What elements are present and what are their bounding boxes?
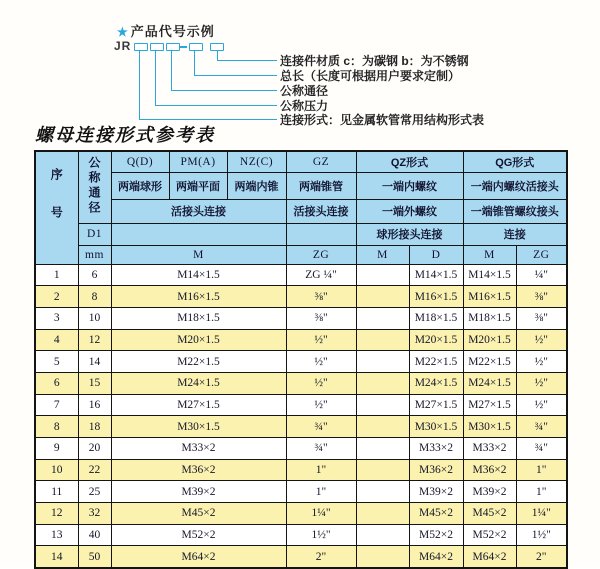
cell-zg: ¾"	[286, 438, 356, 460]
cell-qz-d: M52×2	[409, 524, 463, 546]
cell-qg-zg: ¼"	[516, 264, 567, 286]
col-header-nz: NZ(C)	[227, 151, 286, 172]
cell-zg: ½"	[286, 351, 356, 373]
cell-qg-m: M39×2	[463, 481, 516, 503]
qz-d-header: D	[409, 245, 463, 264]
cell-qg-m: M18×1.5	[463, 307, 516, 329]
m-header: M	[111, 245, 286, 264]
col-header-pm: PM(A)	[169, 151, 227, 172]
cell-seq: 3	[35, 307, 78, 329]
cell-qz-m	[356, 503, 409, 525]
cell-qz-d: M22×1.5	[409, 351, 463, 373]
cell-qg-zg: ½"	[516, 351, 567, 373]
cell-qg-m: M24×1.5	[463, 372, 516, 394]
cell-qz-d: M20×1.5	[409, 329, 463, 351]
cell-qg-zg: ½"	[516, 329, 567, 351]
cell-qz-d: M27×1.5	[409, 394, 463, 416]
cell-qg-zg: ½"	[516, 394, 567, 416]
cell-zg: ½"	[286, 372, 356, 394]
cell-diameter: 40	[78, 524, 111, 546]
cell-qz-d: M24×1.5	[409, 372, 463, 394]
cell-diameter: 18	[78, 416, 111, 438]
star-icon: ★	[117, 25, 129, 39]
cell-qz-m	[356, 524, 409, 546]
label-material: 连接件材质 c：为碳钢 b：为不锈钢	[280, 54, 469, 68]
cell-diameter: 6	[78, 264, 111, 286]
col-header-seq	[35, 151, 78, 264]
cell-diameter: 16	[78, 394, 111, 416]
col-header-seq-text: 序号	[49, 168, 64, 245]
cell-seq: 8	[35, 416, 78, 438]
cell-qg-m: M20×1.5	[463, 329, 516, 351]
cell-qz-m	[356, 546, 409, 568]
cell-zg: ¾"	[286, 416, 356, 438]
cell-qg-m: M30×1.5	[463, 416, 516, 438]
cell-qg-zg: ⅜"	[516, 286, 567, 308]
cell-qg-m: M27×1.5	[463, 394, 516, 416]
desc-q: 两端球形	[111, 172, 169, 199]
table-header	[35, 151, 567, 264]
cell-zg: ½"	[286, 329, 356, 351]
col-header-gz: GZ	[286, 151, 356, 172]
qz-connection-header: 球形接头连接	[356, 223, 463, 245]
product-code-heading	[117, 21, 215, 40]
table-row	[35, 372, 567, 394]
cell-qz-d: M30×1.5	[409, 416, 463, 438]
cell-zg: 1"	[286, 481, 356, 503]
cell-qg-zg: 2"	[516, 546, 567, 568]
desc-qg-1: 一端内螺纹活接头	[463, 172, 567, 199]
table-row	[35, 503, 567, 525]
table-row	[35, 307, 567, 329]
cell-seq: 10	[35, 459, 78, 481]
cell-qg-m: M16×1.5	[463, 286, 516, 308]
cell-qz-m	[356, 372, 409, 394]
empty-cell-m	[111, 223, 286, 245]
gz-connection-header: 活接头连接	[286, 199, 356, 223]
col-header-qg: QG形式	[463, 151, 567, 172]
cell-qg-zg: 1"	[516, 481, 567, 503]
cell-diameter: 15	[78, 372, 111, 394]
cell-thread-m: M30×1.5	[111, 416, 286, 438]
cell-seq: 11	[35, 481, 78, 503]
cell-qz-m	[356, 264, 409, 286]
table-row	[35, 416, 567, 438]
table-row	[35, 351, 567, 373]
cell-thread-m: M52×2	[111, 524, 286, 546]
cell-qz-m	[356, 459, 409, 481]
cell-qg-zg: 1½"	[516, 524, 567, 546]
cell-qg-m: M33×2	[463, 438, 516, 460]
nut-connection-table	[34, 150, 568, 569]
cell-diameter: 20	[78, 438, 111, 460]
cell-zg: 1¼"	[286, 503, 356, 525]
table-row	[35, 264, 567, 286]
cell-zg: 1½"	[286, 524, 356, 546]
cell-seq: 14	[35, 546, 78, 568]
cell-qz-m	[356, 416, 409, 438]
product-code-heading-text: 产品代号示例	[130, 24, 215, 39]
cell-qg-m: M14×1.5	[463, 264, 516, 286]
label-connection-form: 连接形式：见金属软管常用结构形式表	[280, 113, 485, 127]
cell-qg-m: M22×1.5	[463, 351, 516, 373]
cell-qg-zg: 1¼"	[516, 503, 567, 525]
table-row	[35, 546, 567, 568]
desc-nz: 两端内锥	[227, 172, 286, 199]
cell-seq: 2	[35, 286, 78, 308]
desc-pm: 两端平面	[169, 172, 227, 199]
cell-zg: ⅜"	[286, 286, 356, 308]
cell-thread-m: M64×2	[111, 546, 286, 568]
label-length: 总长（长度可根据用户要求定制）	[280, 69, 461, 83]
desc-gz: 两端锥管	[286, 172, 356, 199]
cell-qg-m: M36×2	[463, 459, 516, 481]
cell-qg-m: M45×2	[463, 503, 516, 525]
cell-diameter: 10	[78, 307, 111, 329]
cell-qz-m	[356, 307, 409, 329]
mm-header: mm	[78, 245, 111, 264]
table-body	[35, 264, 567, 568]
cell-seq: 7	[35, 394, 78, 416]
cell-qz-m	[356, 481, 409, 503]
cell-qz-d: M16×1.5	[409, 286, 463, 308]
cell-diameter: 22	[78, 459, 111, 481]
label-pressure: 公称压力	[280, 99, 329, 113]
cell-qg-m: M52×2	[463, 524, 516, 546]
cell-qz-m	[356, 286, 409, 308]
cell-qg-zg: ¾"	[516, 416, 567, 438]
cell-qz-d: M36×2	[409, 459, 463, 481]
qg-zg-header: ZG	[516, 245, 567, 264]
cell-seq: 1	[35, 264, 78, 286]
cell-diameter: 8	[78, 286, 111, 308]
cell-thread-m: M27×1.5	[111, 394, 286, 416]
union-connection-header: 活接头连接	[111, 199, 286, 223]
d1-header: D1	[78, 223, 111, 245]
cell-thread-m: M22×1.5	[111, 351, 286, 373]
cell-diameter: 12	[78, 329, 111, 351]
col-header-diameter-text: 公称通径	[87, 155, 101, 216]
cell-zg: 2"	[286, 546, 356, 568]
cell-seq: 12	[35, 503, 78, 525]
qg-connection-header: 连接	[463, 223, 567, 245]
cell-qz-m	[356, 438, 409, 460]
code-prefix: JR	[114, 39, 132, 53]
desc-qz-1: 一端内螺纹	[356, 172, 463, 199]
cell-thread-m: M45×2	[111, 503, 286, 525]
cell-qz-d: M18×1.5	[409, 307, 463, 329]
cell-thread-m: M14×1.5	[111, 264, 286, 286]
cell-thread-m: M39×2	[111, 481, 286, 503]
qz-m-header: M	[356, 245, 409, 264]
cell-thread-m: M36×2	[111, 459, 286, 481]
cell-seq: 13	[35, 524, 78, 546]
cell-seq: 9	[35, 438, 78, 460]
table-row	[35, 329, 567, 351]
cell-thread-m: M18×1.5	[111, 307, 286, 329]
col-header-diameter	[78, 151, 111, 223]
cell-thread-m: M24×1.5	[111, 372, 286, 394]
cell-qz-d: M45×2	[409, 503, 463, 525]
cell-diameter: 50	[78, 546, 111, 568]
cell-thread-m: M16×1.5	[111, 286, 286, 308]
table-row	[35, 286, 567, 308]
table-row	[35, 459, 567, 481]
label-diameter: 公称通径	[280, 84, 329, 98]
zg-header: ZG	[286, 245, 356, 264]
cell-thread-m: M33×2	[111, 438, 286, 460]
table-row	[35, 524, 567, 546]
cell-qg-m: M64×2	[463, 546, 516, 568]
desc-qz-2: 一端外螺纹	[356, 199, 463, 223]
connector-line-material	[217, 50, 277, 61]
desc-qg-2: 一端锥管螺纹接头	[463, 199, 567, 223]
col-header-q: Q(D)	[111, 151, 169, 172]
cell-diameter: 25	[78, 481, 111, 503]
cell-qg-zg: ¾"	[516, 438, 567, 460]
cell-zg: ⅜"	[286, 307, 356, 329]
cell-qz-m	[356, 329, 409, 351]
cell-thread-m: M20×1.5	[111, 329, 286, 351]
cell-qz-m	[356, 394, 409, 416]
cell-zg: ZG ¼"	[286, 264, 356, 286]
table-row	[35, 481, 567, 503]
cell-qg-zg: ⅜"	[516, 307, 567, 329]
cell-zg: ½"	[286, 394, 356, 416]
cell-diameter: 32	[78, 503, 111, 525]
table-title: 螺母连接形式参考表	[35, 125, 215, 145]
table-row	[35, 438, 567, 460]
empty-cell-gz	[286, 223, 356, 245]
cell-seq: 6	[35, 372, 78, 394]
code-dash	[180, 46, 187, 48]
cell-qz-d: M14×1.5	[409, 264, 463, 286]
cell-zg: 1"	[286, 459, 356, 481]
cell-qg-zg: ½"	[516, 372, 567, 394]
cell-qg-zg: 1"	[516, 459, 567, 481]
cell-seq: 5	[35, 351, 78, 373]
cell-qz-d: M33×2	[409, 438, 463, 460]
cell-qz-d: M64×2	[409, 546, 463, 568]
qg-m-header: M	[463, 245, 516, 264]
cell-qz-d: M39×2	[409, 481, 463, 503]
cell-diameter: 14	[78, 351, 111, 373]
cell-qz-m	[356, 351, 409, 373]
table-row	[35, 394, 567, 416]
cell-seq: 4	[35, 329, 78, 351]
col-header-qz: QZ形式	[356, 151, 463, 172]
